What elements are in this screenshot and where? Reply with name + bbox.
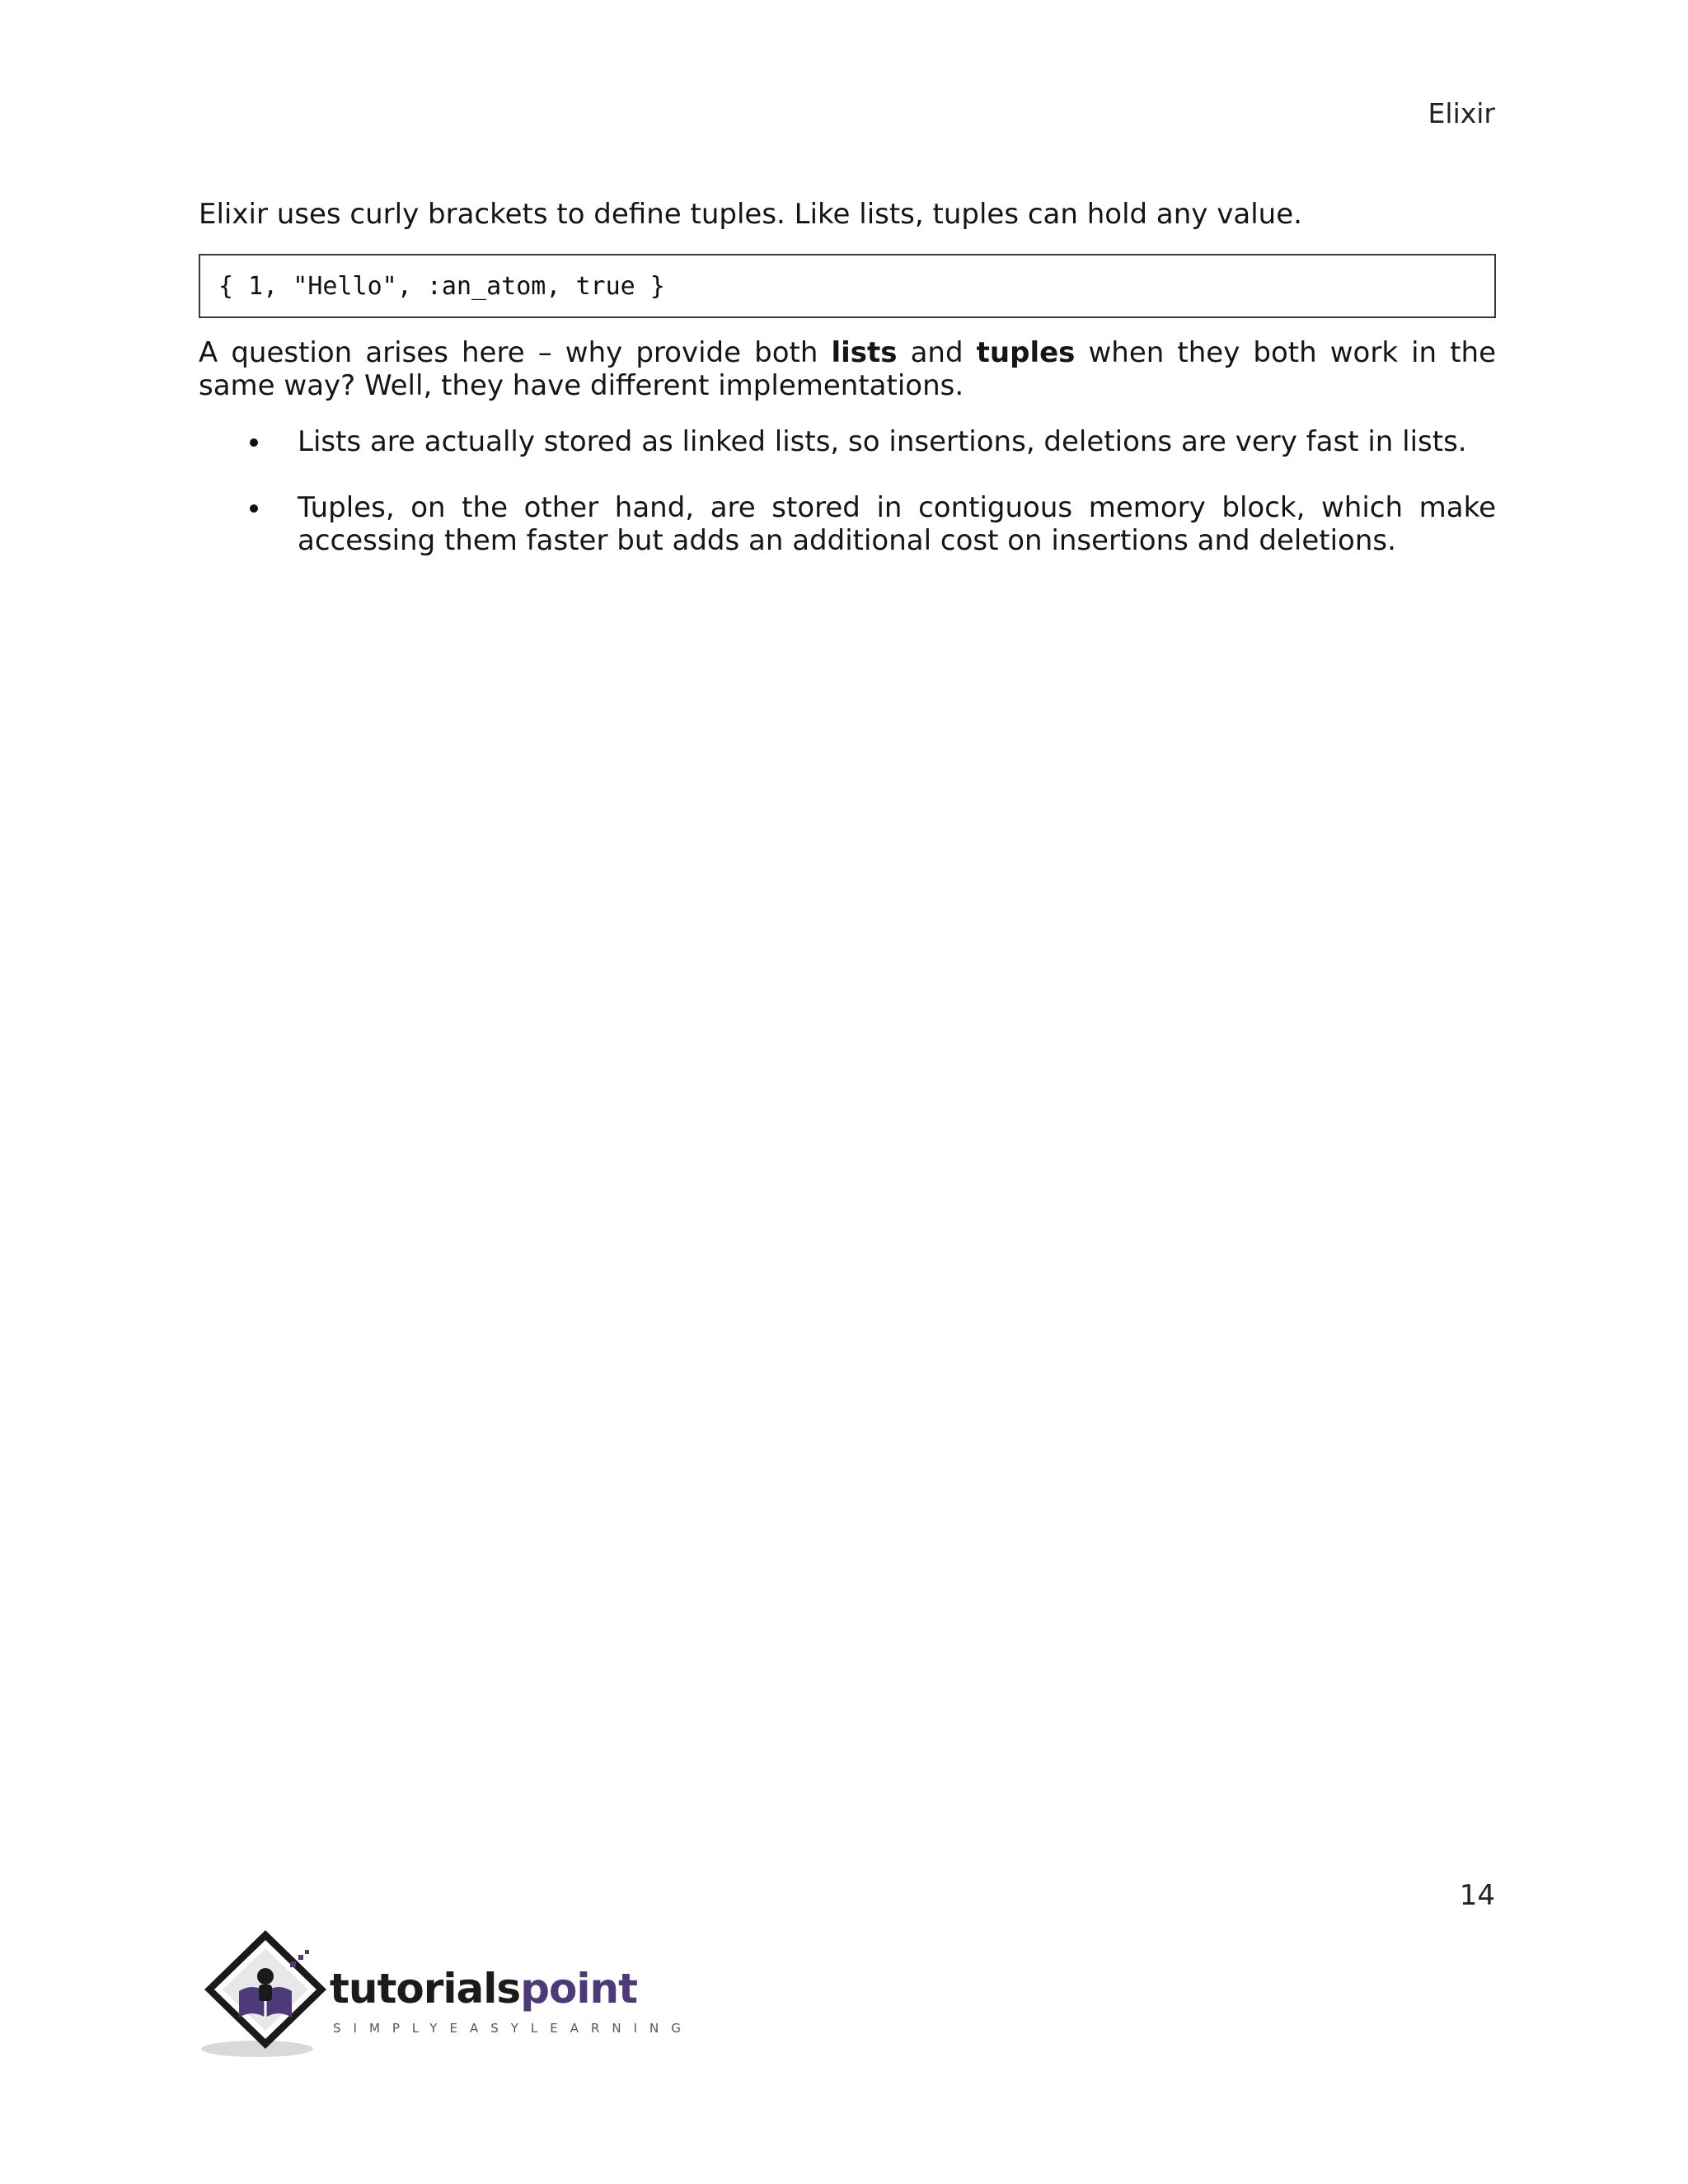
question-text-1: A question arises here – why provide both [199, 336, 832, 369]
logo-tagline: SIMPLYEASYLEARNING [333, 2021, 693, 2036]
bullet-icon [250, 438, 258, 447]
tutorialspoint-logo [191, 1925, 693, 2074]
page-number: 14 [1459, 1879, 1495, 1912]
list-item [199, 425, 1496, 458]
question-text-3: when they both work in the same way? Well, they have different implementations. [199, 336, 1496, 402]
list-item [199, 491, 1496, 557]
question-text-2: and [897, 336, 977, 369]
code-block [199, 254, 1496, 318]
logo-word-point: point [520, 1965, 637, 2013]
logo-wordmark [330, 1965, 637, 2013]
question-paragraph [199, 336, 1496, 402]
bullet-text: Lists are actually stored as linked lists, so insertions, deletions are very fast in lists. [298, 425, 1467, 458]
intro-paragraph: Elixir uses curly brackets to define tuples. Like lists, tuples can hold any value. [199, 198, 1302, 231]
code-text: { 1, "Hello", :an_atom, true } [218, 271, 665, 301]
bullet-list [199, 425, 1496, 557]
running-header: Elixir [1428, 97, 1495, 129]
page-content [199, 198, 1496, 590]
term-tuples: tuples [976, 336, 1076, 369]
term-lists: lists [831, 336, 898, 369]
bullet-text: Tuples, on the other hand, are stored in contiguous memory block, which make accessing them faster but adds an additional cost on insertions and deletions. [298, 491, 1496, 557]
bullet-icon [250, 504, 258, 513]
logo-word-tutorials: tutorials [330, 1965, 521, 2013]
